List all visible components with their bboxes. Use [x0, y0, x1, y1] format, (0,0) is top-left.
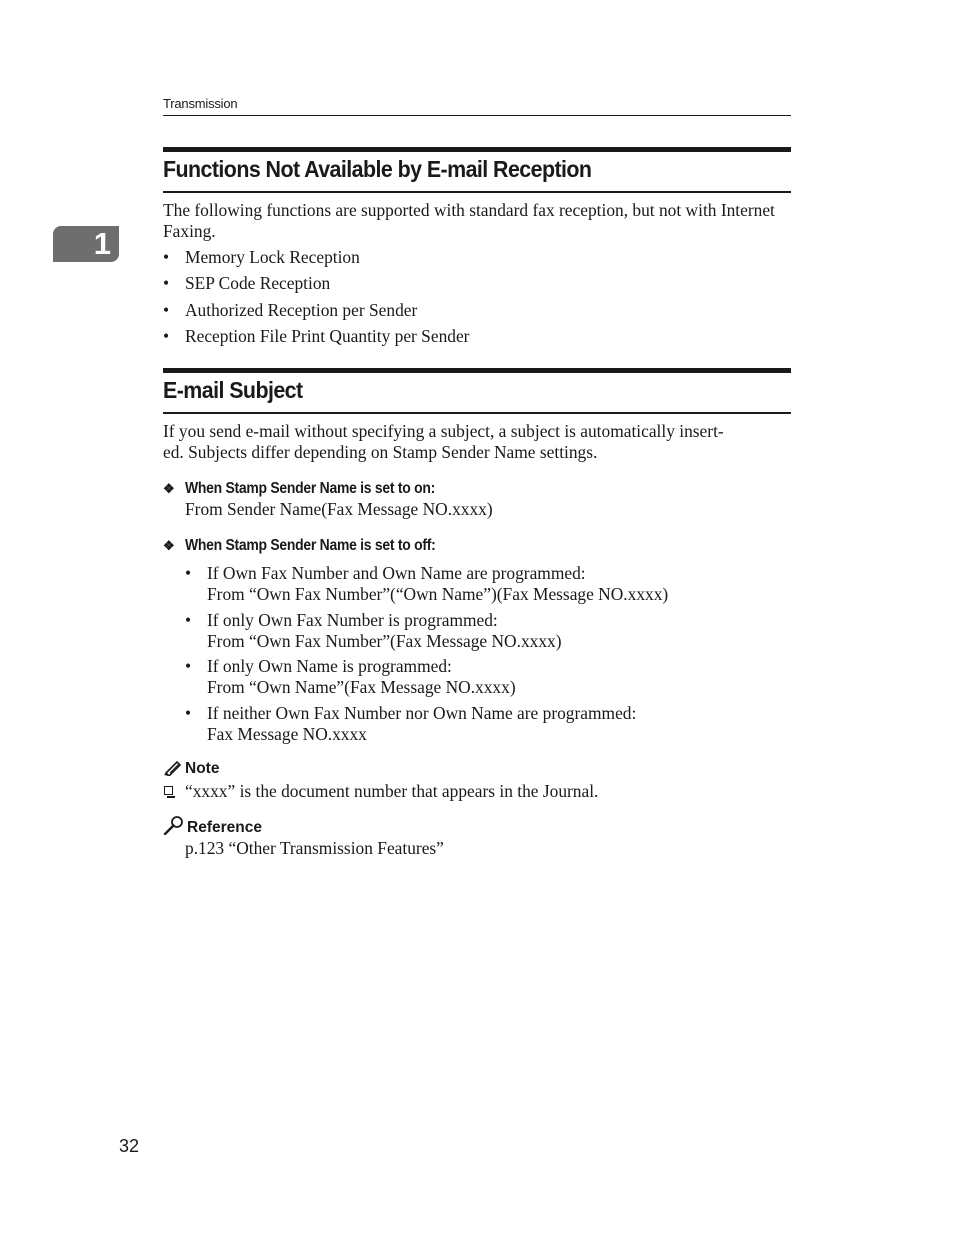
list-item-condition: If neither Own Fax Number nor Own Name are programmed:: [207, 703, 637, 723]
header-rule: [163, 115, 791, 116]
subject-on-text: From Sender Name(Fax Message NO.xxxx): [185, 499, 493, 519]
section-title: E-mail Subject: [163, 377, 303, 403]
bullet-icon: •: [163, 273, 170, 293]
section-title: Functions Not Available by E-mail Reception: [163, 156, 592, 182]
note-checkbox-icon: [164, 786, 173, 795]
bullet-icon: •: [185, 656, 192, 676]
section-intro-line: If you send e-mail without specifying a subject, a subject is automatically insert-: [163, 421, 724, 441]
list-item-condition: If only Own Fax Number is programmed:: [207, 610, 498, 630]
subheading-on: ❖ When Stamp Sender Name is set to on:: [163, 480, 435, 497]
list-item-label: SEP Code Reception: [185, 273, 331, 293]
list-item-condition: If only Own Name is programmed:: [207, 656, 452, 676]
section-intro: The following functions are supported with standard fax reception, but not with Internet Faxing.: [163, 200, 775, 241]
section-rule-top: [163, 147, 791, 152]
list-item-subject: From “Own Name”(Fax Message NO.xxxx): [207, 676, 516, 697]
magnifier-icon: [163, 819, 187, 836]
running-header: Transmission: [163, 96, 238, 111]
section-intro-line: ed. Subjects differ depending on Stamp Sender Name settings.: [163, 442, 598, 462]
bullet-icon: •: [163, 300, 170, 320]
chapter-tab: 1: [53, 226, 119, 262]
bullet-icon: •: [185, 563, 192, 583]
list-item-label: Authorized Reception per Sender: [185, 300, 418, 320]
list-item-label: Reception File Print Quantity per Sender: [185, 326, 470, 346]
list-item-subject: From “Own Fax Number”(Fax Message NO.xxxx): [207, 630, 562, 651]
list-item-label: Memory Lock Reception: [185, 247, 360, 267]
note-text: “xxxx” is the document number that appears in the Journal.: [185, 781, 599, 801]
reference-label: Reference: [187, 819, 262, 836]
note-label: Note: [185, 760, 220, 777]
diamond-icon: ❖: [163, 481, 175, 496]
list-item-subject: Fax Message NO.xxxx: [207, 723, 367, 744]
note-heading: [163, 758, 219, 778]
list-item-condition: If Own Fax Number and Own Name are programmed:: [207, 563, 586, 583]
section-rule-bottom: [163, 191, 791, 193]
reference-heading: [163, 815, 262, 837]
bullet-icon: •: [163, 326, 170, 346]
bullet-icon: •: [163, 247, 170, 267]
bullet-icon: •: [185, 703, 192, 723]
section-rule-bottom: [163, 412, 791, 414]
diamond-icon: ❖: [163, 538, 175, 553]
bullet-icon: •: [185, 610, 192, 630]
page-number: 32: [119, 1136, 140, 1156]
list-item-subject: From “Own Fax Number”(“Own Name”)(Fax Message NO.xxxx): [207, 583, 669, 604]
subheading-off: ❖ When Stamp Sender Name is set to off:: [163, 537, 436, 554]
reference-link[interactable]: p.123 “Other Transmission Features”: [185, 838, 444, 858]
section-rule-top: [163, 368, 791, 373]
pencil-icon: [163, 760, 185, 777]
